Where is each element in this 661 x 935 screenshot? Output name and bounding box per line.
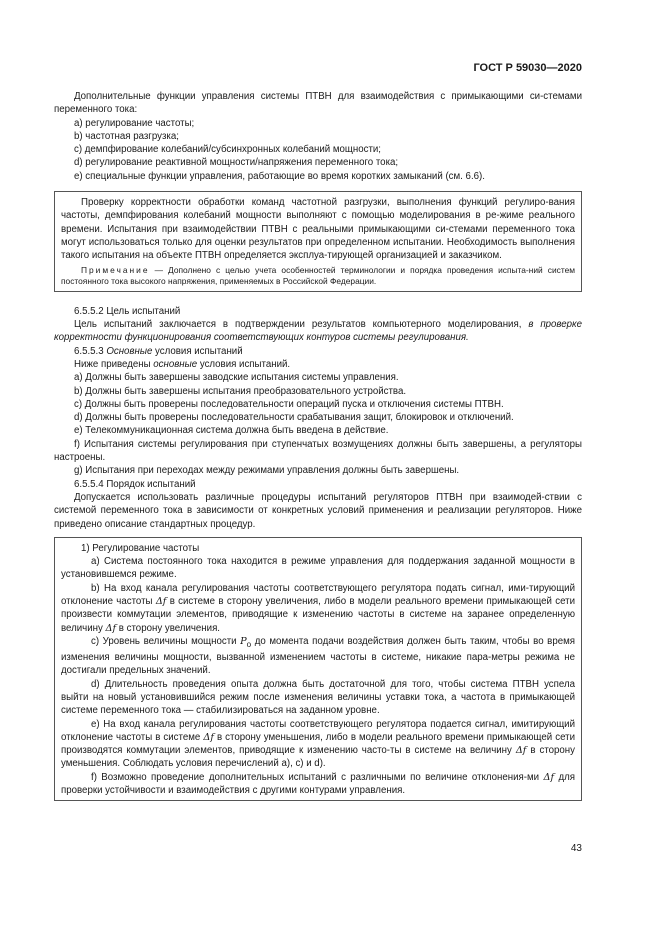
amended-text: в проверке корректности функционирования соответствующих контуров системы регулирования. (54, 319, 583, 344)
list-item: d) регулирование реактивной мощности/напряжения переменного тока; (74, 157, 399, 169)
section-paragraph: Ниже приведены основные условия испытаний. (74, 358, 291, 370)
section-paragraph: Допускается использовать различные процедуры испытаний регуляторов ПТВН при взаимодей-ствии с системой переменного тока в зависимости от конкретных условий применения и реализации регуляторов. Ниже приведено описание стандартных процедур. (54, 491, 582, 530)
power-symbol: P (240, 635, 247, 647)
list-item: е) специальные функции управления, работающие во время коротких замыканий (см. 6.6). (74, 170, 485, 182)
intro-paragraph: Дополнительные функции управления системы ПТВН для взаимодействия с примыкающими си-стемами переменного тока: (54, 91, 582, 116)
note-label: Примечание (81, 264, 150, 275)
section-paragraph: Цель испытаний заключается в подтверждении результатов компьютерного моделирования, в проверке корректности функционирования соответствующих контуров системы регулирования. (54, 319, 583, 344)
procedure-step: b) На вход канала регулирования частоты соответствующего регулятора подать сигнал, ими-тирующий отклонение частоты Δf в системе в сторону увеличения, либо в модели реального времени примыкающей сети произвести коммутации элементов, приводящие к изменению частоты в системе на заранее определенную величину Δf в сторону увеличения. (61, 582, 576, 634)
delta-f-symbol: Δf (515, 745, 527, 757)
list-item: c) демпфирование колебаний/субсинхронных колебаний мощности; (74, 144, 381, 156)
list-item: b) частотная разгрузка; (74, 130, 179, 142)
amendment-note (61, 265, 575, 288)
list-item: b) Должны быть завершены испытания преобразовательного устройства. (74, 385, 407, 397)
list-item: а) Должны быть завершены заводские испытания системы управления. (74, 372, 399, 384)
list-item: c) Должны быть проверены последовательности операций пуска и отключения системы ПТВН. (74, 398, 504, 410)
delta-f-symbol: Δf (543, 771, 555, 783)
section-heading: 6.5.5.3 Основные условия испытаний (74, 345, 243, 357)
note-text: — Дополнено с целью учета особенностей терминологии и порядка проведения испыта-ний систем постоянного тока высокого напряжения, применяемых в Российской Федерации. (61, 264, 575, 287)
boxed-procedure (54, 537, 582, 802)
procedure-step: а) Система постоянного тока находится в режиме управления для поддержания заданной мощности в установившемся режиме. (61, 556, 575, 581)
procedure-title: 1) Регулирование частоты (81, 542, 200, 554)
delta-f-symbol: Δf (155, 595, 167, 607)
page-number: 43 (570, 843, 582, 854)
section-heading: 6.5.5.2 Цель испытаний (74, 305, 181, 317)
list-item: а) регулирование частоты; (74, 117, 195, 129)
list-item: d) Должны быть проверены последовательности срабатывания защит, блокировок и отключений. (74, 412, 514, 424)
procedure-step: d) Длительность проведения опыта должна быть достаточной для того, чтобы система ПТВН успела выйти на новый установившийся режим после изменения величины уставки тока, а частота в примыкающей системе переменного тока — стабилизироваться на заданном уровне. (61, 678, 575, 717)
power-subscript: о (246, 639, 252, 649)
delta-f-symbol: Δf (203, 731, 214, 743)
section-heading: 6.5.5.4 Порядок испытаний (74, 478, 196, 490)
boxed-amendment (54, 191, 582, 292)
page-content (54, 90, 582, 801)
delta-f-symbol: Δf (105, 622, 117, 634)
list-item: е) Телекоммуникационная система должна быть введена в действие. (74, 425, 389, 437)
list-item: f) Испытания системы регулирования при ступенчатых возмущениях должны быть завершены, а регуляторы настроены. (54, 438, 582, 464)
procedure-step: е) На вход канала регулирования частоты соответствующего регулятора подается сигнал, имитирующий отклонение частоты в системе Δf в сторону уменьшения, либо в модели реального времени примыкающей сети производятся коммутации элементов, приводящие к изменению часто-ты в системе на величину Δf в сторону уменьшения. Соблюдать условия перечислений а), с) и d). (61, 718, 576, 770)
document-id: ГОСТ Р 59030—2020 (473, 62, 582, 74)
procedure-step: f) Возможно проведение дополнительных испытаний с различными по величине отклонения-ми Δf для проверки устойчивости и взаимодействия с другими контурами управления. (61, 771, 575, 797)
amendment-text: Проверку корректности обработки команд частотной разгрузки, выполнения функций регулиро-вания частоты, демпфирования колебаний мощности выполняют с помощью моделирования в ре-жиме реального времени. Испытания при взаимодействии ПТВН с реальными примыкающими си-стемами переменного тока могут использоваться только для оценки результатов при определенном испытании. Необходимость выполнения такого испытания на объекте ПТВН определяется эксплуа-тирующей организацией и заказчиком. (61, 197, 575, 262)
list-item: g) Испытания при переходах между режимами управления должны быть завершены. (74, 465, 460, 477)
procedure-step: c) Уровень величины мощности $P_о$ до момента подачи воздействия должен быть таким, чтобы во время изменения величины мощности, вызванной изменением частоты в системе, никакие пара-метры режима не достигали предельных значений. (61, 635, 575, 677)
